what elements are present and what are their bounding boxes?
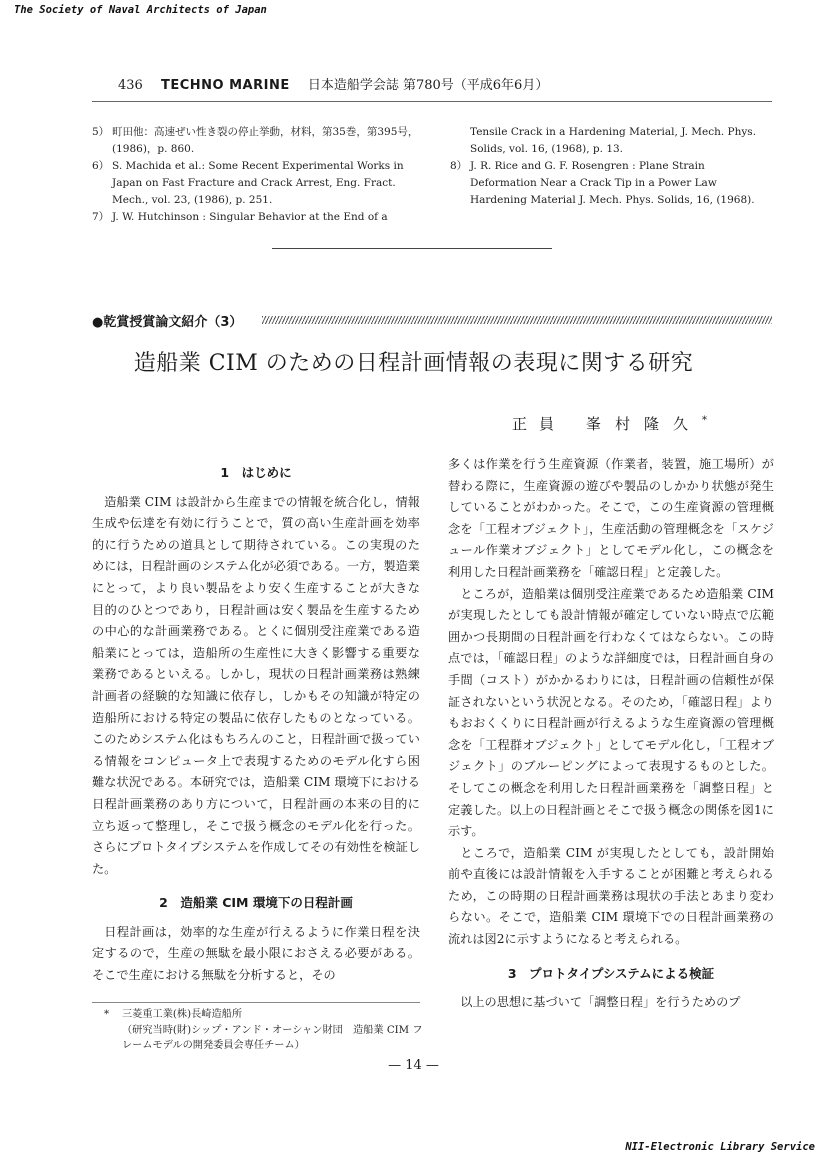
right-paragraph-1: 多くは作業を行う生産資源（作業者，装置，施工場所）が替わる際に，生産資源の遊びや製品のしかかり状態が発生していることがわかった。そこで，この生産資源の管理概念を「工程オブジェクト」，生産活動の管理概念を「スケジュール作業オブジェクト」としてモデル化し，この概念を利用した日程計画業務を「確認日程」と定義した。 [448,457,774,579]
left-column [92,462,420,987]
journal-logo: TECHNO MARINE [160,78,290,93]
footnote-mark: * [104,1009,110,1020]
references-rule [272,248,552,249]
footnote-affiliation: 三菱重工業(株)長崎造船所 [122,1009,243,1020]
author-name: 峯村隆久 [586,415,703,433]
right-paragraph-2: ところが，造船業は個別受注産業であるため造船業 CIM が実現したとしても設計情報が確定していない時点で広範囲かつ長期間の日程計画を行わなくてはならない。この時点では，「確認日程」のような詳細度では，日程計画自身の手間（コスト）がかかるわりには，日程計画の信頼性が保証されないという状況となる。そのため，「確認日程」よりもおおくくりに日程計画が行えるような生産資源の管理概念を「工程群オブジェクト」としてモデル化し，「工程オブジェクト」のブルーピングによって表現するものとした。そしてこの概念を利用した日程計画業務を「調整日程」と定義した。以上の日程計画とそこで扱う概念の関係を図1に示す。 [448,586,774,839]
section2-paragraph: 日程計画は，効率的な生産が行えるように作業日程を決定するので，生産の無駄を最小限におさえる必要がある。そこで生産における無駄を分析すると，その [92,924,420,983]
section-heading-2: 2 造船業 CIM 環境下の日程計画 [159,895,353,911]
reference-item: Tensile Crack in a Hardening Material, J. Mech. Phys. Solids, vol. 16, (1968), p. 13. [470,126,757,155]
reference-item: 5） 町田他：高速ぜい性き裂の停止挙動，材料，第35巻，第395号，(1986)，p. 860. [92,126,419,155]
author-rank: 正員 [512,415,567,433]
section3-paragraph: 以上の思想に基づいて「調整日程」を行うためのプ [460,995,741,1010]
header-rule [92,101,772,102]
top-banner: The Society of Naval Architects of Japan [14,4,267,16]
footnote-rule [92,1002,420,1003]
section-heading-1: 1 はじめに [220,465,292,480]
page-header [118,74,548,93]
reference-item: 8） J. R. Rice and G. F. Rosengren : Plane Strain Deformation Near a Crack Tip in a Power Law Hardening Material J. Mech. Phys. Solids, 16, (1968). [450,160,755,206]
right-paragraph-3: ところで，造船業 CIM が実現したとしても，設計開始前や直後には設計情報を入手することが困難と考えられるため，この時期の日程計画業務は現状の手法とあまり変わらない。そこで，造船業 CIM 環境下での日程計画業務の流れは図2に示すようになると考えられる。 [448,845,774,947]
footnote-research-note: （研究当時(財)シップ・アンド・オーシャン財団 造船業 CIM フレームモデルの開発委員会専任チーム） [122,1024,423,1051]
header-issue: 日本造船学会誌 第780号（平成6年6月） [307,78,549,93]
references-right [450,124,774,209]
page-number: — 14 — [388,1058,439,1073]
section-tag-hatch [262,316,772,324]
section1-paragraph: 造船業 CIM は設計から生産までの情報を統合化し，情報生成や伝達を有効に行うことで，質の高い生産計画を効率的に行うための道具として期待されている。この実現のためには，日程計画のシステム化が必須である。一方，製造業にとって，より良い製品をより安く生産することが大きな目的のひとつであり，日程計画は安く製品を生産するための中心的な計画業務である。とくに個別受注産業である造船業にとっては，造船所の生産性に大きく影響する重要な業務であるといえる。しかし，現状の日程計画業務は熟練計画者の経験的な知識に依存し，しかもその知識が特定の造船所における特定の製品に依存したものとなっている。このためシステム化はもちろんのこと，日程計画で扱っている情報をコンピュータ上で表現するためのモデル化すら困難な状況である。本研究では，造船業 CIM 環境下における日程計画業務のあり方について，日程計画の本来の目的に立ち返って整理し，そこで扱う概念のモデル化を行った。さらにプロトタイプシステムを作成してその有効性を検証した。 [92,494,420,876]
section-tag: ●乾賞授賞論文紹介（3） [92,315,243,330]
author-footnote-mark: * [702,415,708,426]
bottom-banner: NII-Electronic Library Service [625,1141,815,1153]
section-heading-3: 3 プロトタイプシステムによる検証 [507,965,715,981]
author-footnote [92,1007,432,1054]
author-line [512,413,707,434]
right-column [448,454,774,1014]
article-title: 造船業 CIM のための日程計画情報の表現に関する研究 [133,351,694,376]
reference-item: 6） S. Machida et al.: Some Recent Experimental Works in Japan on Fast Fracture and Crack Arrest, Eng. Fract. Mech., vol. 23, (1986), p. 251. [92,160,404,206]
references-left [92,124,422,226]
reference-item: 7） J. W. Hutchinson : Singular Behavior at the End of a [92,211,388,223]
header-page-number: 436 [118,78,143,93]
